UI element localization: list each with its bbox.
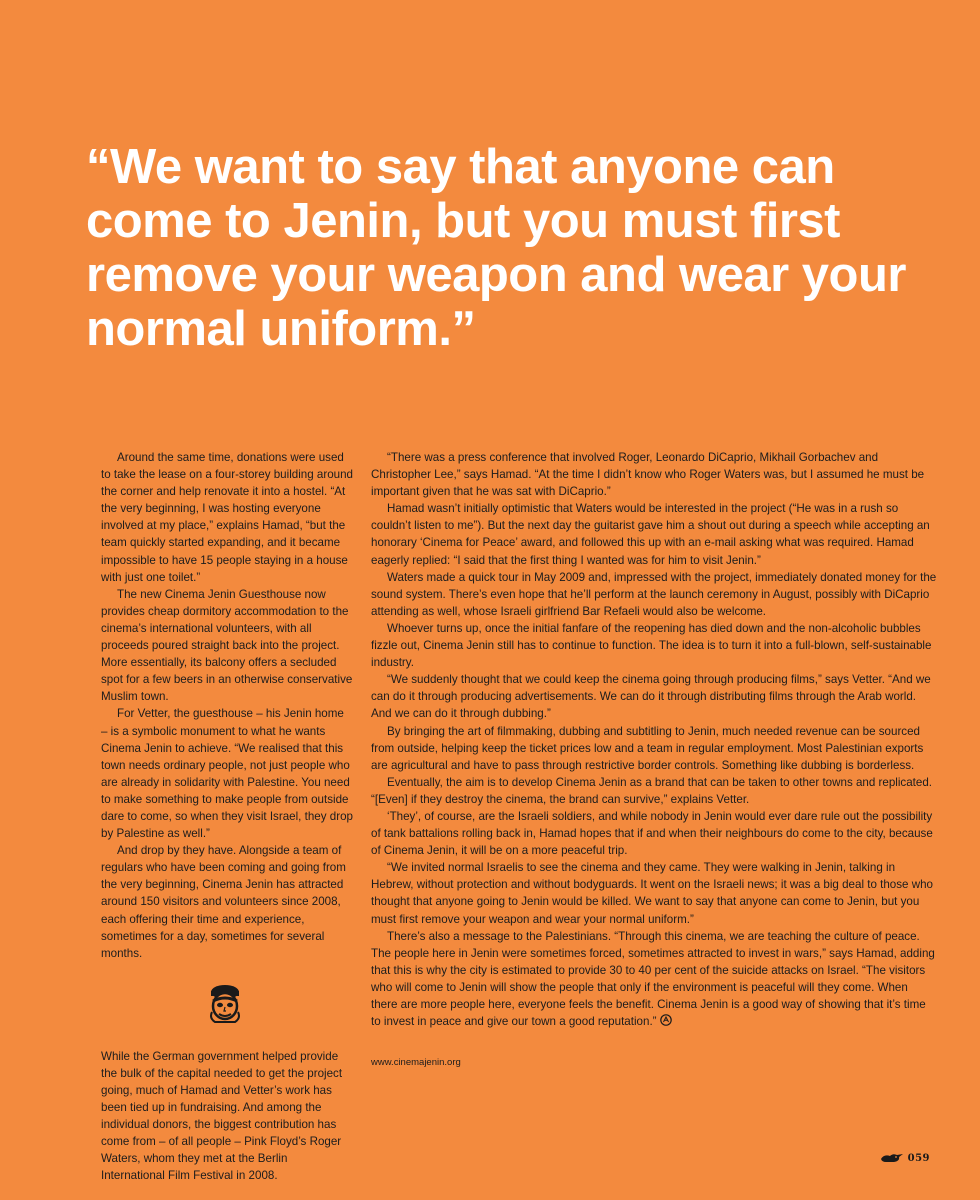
body-paragraph: For Vetter, the guesthouse – his Jenin home – is a symbolic monument to what he wants Cinema Jenin to achieve. “We realised that this town needs ordinary people, not just people who are already in solidarity with Palestine. You need to make something to make people from outside dare to come, so when they visit Israel, they drop by Palestine as well.” [101,707,353,841]
page-number: 059 [907,1152,930,1164]
body-paragraph: “We suddenly thought that we could keep the cinema going through producing films,” says Vetter. “And we can do it through producing advertisements. We can do it through distributing films through the Arab world. And we can do it through dubbing.” [371,673,931,721]
body-paragraph-last [371,928,937,1031]
pull-quote: “We want to say that anyone can come to Jenin, but you must first remove your weapon and wear your normal uniform.” [86,140,906,356]
body-paragraph: Hamad wasn’t initially optimistic that Waters would be interested in the project (“He was in a rush so couldn’t listen to me”). But the next day the guitarist gave him a shout out during a speech while accepting an honorary ‘Cinema for Peace’ award, and followed this up with an e-mail asking what was required. Hamad eagerly replied: “I said that the first thing I wanted was for him to visit Jenin.” [371,502,930,567]
body-paragraph: The new Cinema Jenin Guesthouse now provides cheap dormitory accommodation to the cinema’s international volunteers, with all proceeds poured straight back into the project. More essentially, its balcony offers a secluded spot for a few beers in an otherwise conservative Muslim town. [101,587,353,704]
website-link[interactable]: www.cinemajenin.org [371,1057,461,1069]
body-paragraph: By bringing the art of filmmaking, dubbing and subtitling to Jenin, much needed revenue can be sourced from outside, helping keep the ticket prices low and a team in regular employment. Most Palestinian exports are agricultural and have to pass through restrictive border controls. Something like dubbing is borderless. [371,724,924,772]
body-paragraph: And drop by they have. Alongside a team of regulars who have been coming and going from the very beginning, Cinema Jenin has attracted around 150 visitors and volunteers since 2008, each offering their time and experience, sometimes for a day, sometimes for several months. [101,844,346,960]
body-paragraph: Whoever turns up, once the initial fanfare of the reopening has died down and the non-alcoholic bubbles fizzle out, Cinema Jenin still has to continue to function. The idea is to turn it into a full-blown, self-sustainable industry. [371,621,932,670]
body-paragraph: “There was a press conference that involved Roger, Leonardo DiCaprio, Mikhail Gorbachev and Christopher Lee,” says Hamad. “At the time I didn’t know who Roger Waters was, but I assumed he must be important given that he was sat with DiCaprio.” [371,451,925,499]
body-paragraph: While the German government helped provide the bulk of the capital needed to get the project going, much of Hamad and Vetter’s work has been tied up in fundraising. And among the individual donors, the biggest contribution has come from – of all people – Pink Floyd’s Roger Waters, whom they met at the Berlin International Film Festival in 2008. [101,1049,343,1183]
right-column [371,449,937,1071]
body-paragraph: Eventually, the aim is to develop Cinema Jenin as a brand that can be taken to other towns and replicated. “[Even] if they destroy the cinema, the brand can survive,” explains Vetter. [371,775,933,806]
last-paragraph-text: There’s also a message to the Palestinians. “Through this cinema, we are teaching the culture of peace. The people here in Jenin were sometimes forced, sometimes attracted to invest in wars,” says Hamad, adding that this is why the city is estimated to provide 30 to 40 per cent of the suicide attacks on Israel. “The visitors who will come to Jenin will show the people that only if the environment is peaceful will they come. When there are more people here, everyone feels the benefit. Cinema Jenin is a good way of showing that it’s time to invest in peace and give our town a good reputation.” [371,929,935,1029]
end-mark-icon [660,1014,672,1026]
page-folio [880,1152,930,1164]
left-column [101,449,353,1185]
bird-icon [880,1152,904,1164]
body-paragraph: ‘They’, of course, are the Israeli soldiers, and while nobody in Jenin would ever dare rule out the possibility of tank battalions rolling back in, Hamad hopes that if and when their neighbours do come to the city, because of Cinema Jenin, it will be on a more peaceful trip. [371,809,933,858]
body-paragraph: “We invited normal Israelis to see the cinema and they came. They were walking in Jenin, talking in Hebrew, without protection and without bodyguards. It went on the Israeli news; it was a big deal to those who thought that anyone going to Jenin would be killed. We want to say that anyone can come to Jenin, but you must first remove your weapon and wear your normal uniform.” [371,861,933,926]
cartoon-face-icon [204,982,246,1024]
body-paragraph: Around the same time, donations were used to take the lease on a four-storey building around the corner and help renovate it into a hostel. “At the very beginning, I was hosting everyone involved at my place,” explains Hamad, “but the team quickly started expanding, and it became impossible to have 15 people staying in a house with just one toilet.” [101,451,354,584]
body-paragraph: Waters made a quick tour in May 2009 and, impressed with the project, immediately donated money for the sound system. There’s even hope that he’ll perform at the launch ceremony in August, possibly with DiCaprio attending as well, whose Israeli girlfriend Bar Refaeli would also be welcome. [371,570,937,618]
